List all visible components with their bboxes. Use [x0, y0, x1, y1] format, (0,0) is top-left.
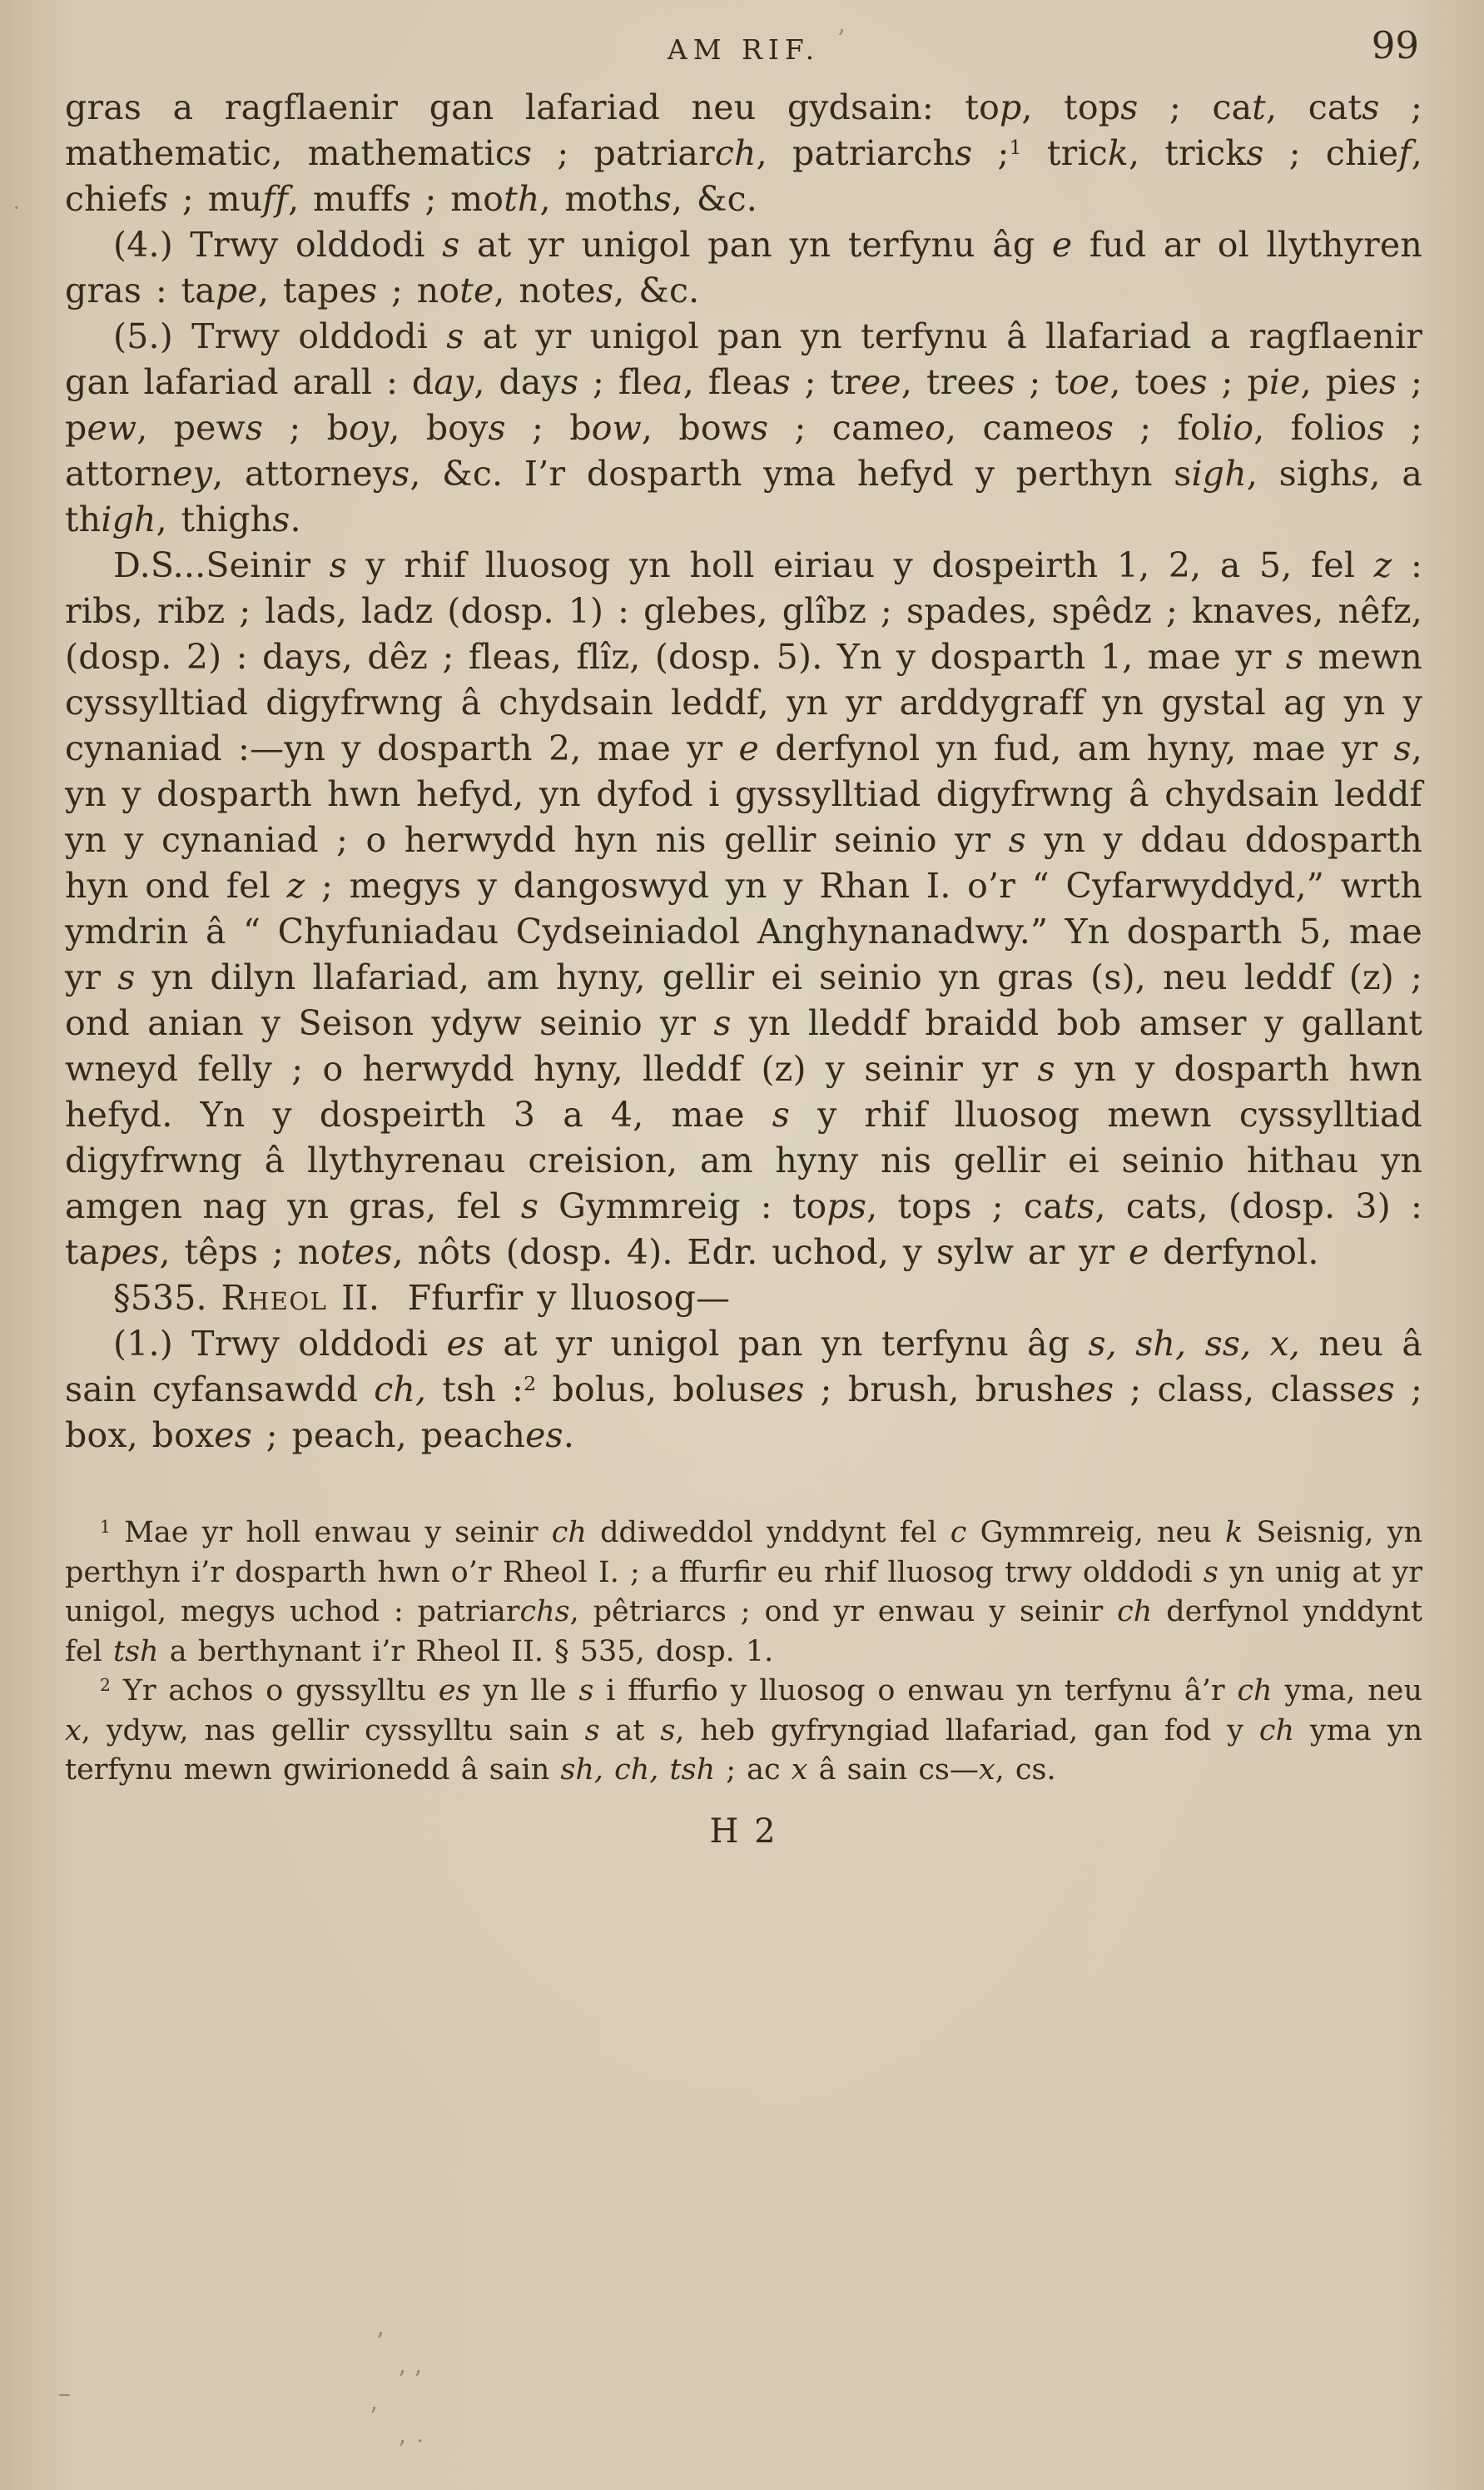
paragraph-rule4: (4.) Trwy olddodi s at yr unigol pan yn terfynu âg e fud ar ol llythyren gras : tape, tapes ; note, notes, &c.	[65, 225, 1422, 311]
print-artifact: ’	[837, 25, 846, 54]
print-artifact: ·	[13, 196, 20, 220]
page-number: 99	[1371, 23, 1419, 67]
page-header	[65, 22, 1422, 85]
print-artifact: ’	[370, 2403, 378, 2432]
paragraph-continuation: gras a ragflaenir gan lafariad neu gydsain: top, tops ; cat, cats ; mathematic, mathematics ; patriarch, patriarchs ;$^1$ trick, tricks ; chief, chiefs ; muff, muffs ; moth, moths, &c.	[65, 87, 1422, 219]
footnotes	[65, 1513, 1422, 1791]
signature-mark: H 2	[709, 1812, 778, 1851]
footnote-1: $^1$ Mae yr holl enwau y seinir ch ddiweddol ynddynt fel c Gymmreig, neu k Seisnig, yn perthyn i’r dosparth hwn o’r Rheol I. ; a ffurfir eu rhif lluosog trwy olddodi s yn unig at yr unigol, megys uchod : patriarchs, pêtriarcs ; ond yr enwau y seinir ch derfynol ynddynt fel tsh a berthynant i’r Rheol II. § 535, dosp. 1.	[65, 1516, 1423, 1668]
print-artifact: ’ ’	[398, 2366, 422, 2395]
running-title: AM RIF.	[667, 33, 821, 66]
print-artifact: ’ ˙	[398, 2436, 427, 2465]
print-artifact: ’	[376, 2328, 385, 2357]
paragraph-rule5: (5.) Trwy olddodi s at yr unigol pan yn terfynu â llafariad a ragflaenir gan lafariad arall : day, days ; flea, fleas ; tree, trees ; toe, toes ; pie, pies ; pew, pews ; boy, boys ; bow, bows ; cameo, cameos ; folio, folios ; attorney, attorneys, &c. I’r dosparth yma hefyd y perthyn sigh, sighs, a thigh, thighs.	[65, 316, 1423, 539]
footnote-2: $^2$ Yr achos o gyssylltu es yn lle s i ffurfio y lluosog o enwau yn terfynu â’r ch yma, neu x, ydyw, nas gellir cyssylltu sain s at s, heb gyfryngiad llafariad, gan fod y ch yma yn terfynu mewn gwirionedd â sain sh, ch, tsh ; ac x â sain cs—x, cs.	[65, 1674, 1422, 1787]
main-text	[65, 85, 1422, 1459]
paragraph-section-535-heading: §535. Rheol II. Ffurfir y lluosog—	[113, 1278, 731, 1318]
print-artifact: –	[58, 2379, 71, 2408]
paragraph-rule2-item1: (1.) Trwy olddodi es at yr unigol pan yn terfynu âg s, sh, ss, x, neu â sain cyfansawdd ch, tsh :$^2$ bolus, boluses ; brush, brushes ; class, classes ; box, boxes ; peach, peaches.	[65, 1324, 1422, 1455]
paragraph-ds-note: D.S...Seinir s y rhif lluosog yn holl eiriau y dospeirth 1, 2, a 5, fel z : ribs, ribz ; lads, ladz (dosp. 1) : glebes, glîbz ; spades, spêdz ; knaves, nêfz, (dosp. 2) : days, dêz ; fleas, flîz, (dosp. 5). Yn y dosparth 1, mae yr s mewn cyssylltiad digyfrwng â chydsain leddf, yn yr arddygraff yn gystal ag yn y cynaniad :—yn y dosparth 2, mae yr e derfynol yn fud, am hyny, mae yr s, yn y dosparth hwn hefyd, yn dyfod i gyssylltiad digyfrwng â chydsain leddf yn y cynaniad ; o herwydd hyn nis gellir seinio yr s yn y ddau ddosparth hyn ond fel z ; megys y dangoswyd yn y Rhan I. o’r “ Cyfarwyddyd,” wrth ymdrin â “ Chyfuniadau Cydseiniadol Anghynanadwy.” Yn dosparth 5, mae yr s yn dilyn llafariad, am hyny, gellir ei seinio yn gras (s), neu leddf (z) ; ond anian y Seison ydyw seinio yr s yn lleddf braidd bob amser y gallant wneyd felly ; o herwydd hyny, lleddf (z) y seinir yr s yn y dosparth hwn hefyd. Yn y dospeirth 3 a 4, mae s y rhif lluosog mewn cyssylltiad digyfrwng â llythyrenau creision, am hyny nis gellir ei seinio hithau yn amgen nag yn gras, fel s Gymmreig : tops, tops ; cats, cats, (dosp. 3) : tapes, têps ; notes, nôts (dosp. 4). Edr. uchod, y sylw ar yr e derfynol.	[65, 545, 1423, 1272]
